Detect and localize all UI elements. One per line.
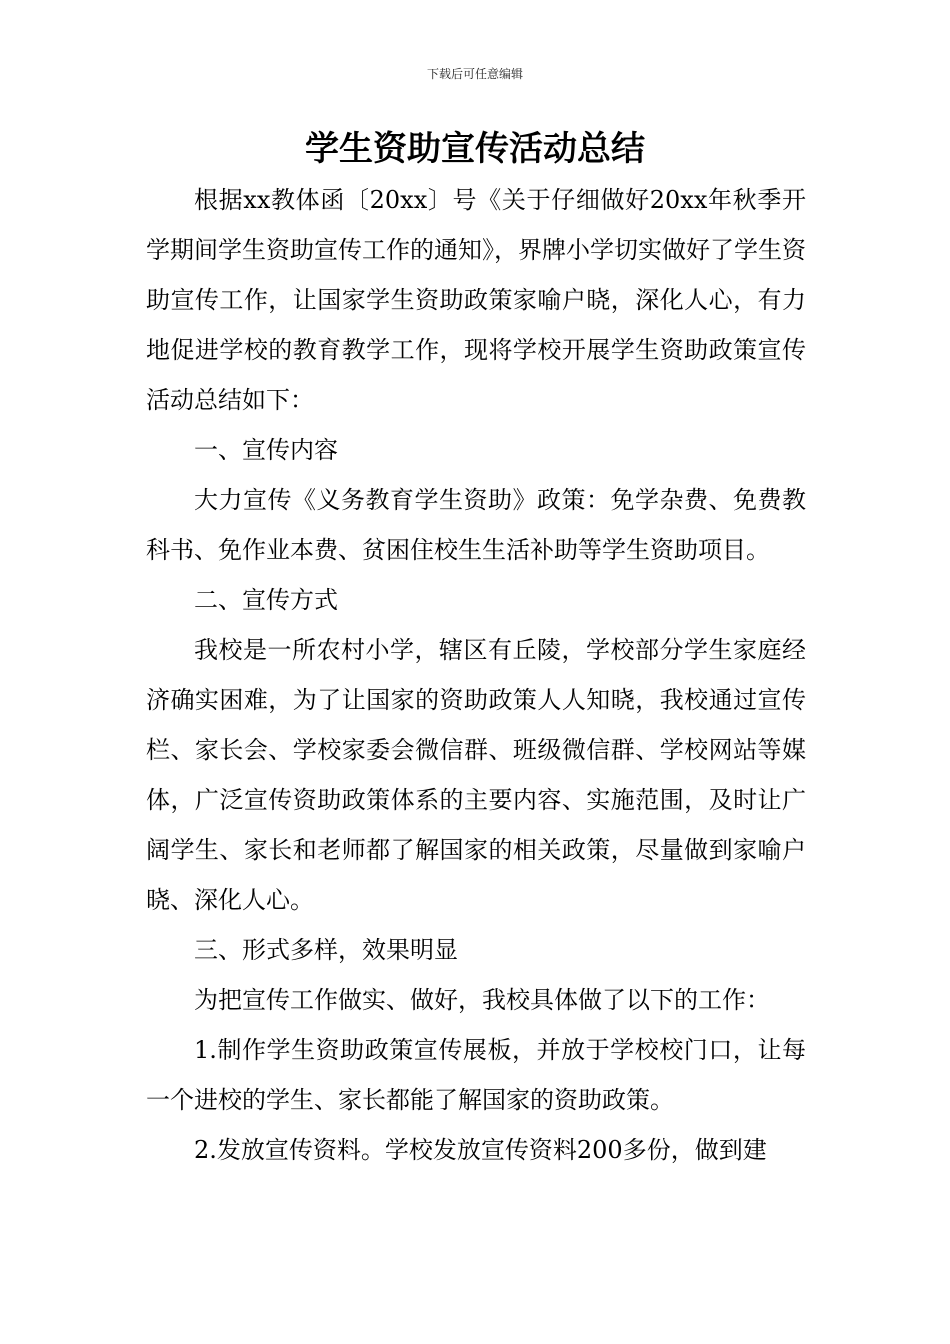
header-note: 下载后可任意编辑 xyxy=(426,67,523,81)
section-heading-methods: 二、宣传方式 xyxy=(194,586,338,614)
intro-paragraph: 根据xx教体函〔20xx〕号《关于仔细做好20xx年秋季开学期间学生资助宣传工作的通知》，界牌小学切实做好了学生资助宣传工作，让国家学生资助政策家喻户晓，深化人心，有力地促进学校的教育教学工作，现将学校开展学生资助政策宣传活动总结如下： xyxy=(146,186,806,414)
section-heading-content: 一、宣传内容 xyxy=(194,436,338,464)
results-intro-paragraph: 为把宣传工作做实、做好，我校具体做了以下的工作： xyxy=(194,986,770,1014)
content-paragraph: 大力宣传《义务教育学生资助》政策：免学杂费、免费教科书、免作业本费、贫困住校生生活补助等学生资助项目。 xyxy=(146,486,806,564)
list-item-2: 2.发放宣传资料。学校发放宣传资料200多份，做到建 xyxy=(194,1136,767,1164)
methods-paragraph: 我校是一所农村小学，辖区有丘陵，学校部分学生家庭经济确实困难，为了让国家的资助政策人人知晓，我校通过宣传栏、家长会、学校家委会微信群、班级微信群、学校网站等媒体，广泛宣传资助政策体系的主要内容、实施范围，及时让广阔学生、家长和老师都了解国家的相关政策，尽量做到家喻户晓、深化人心。 xyxy=(146,636,806,914)
list-item-1: 1.制作学生资助政策宣传展板，并放于学校校门口，让每一个进校的学生、家长都能了解国家的资助政策。 xyxy=(146,1036,806,1114)
document-body xyxy=(146,175,806,1175)
section-heading-results: 三、形式多样，效果明显 xyxy=(194,936,458,964)
document-title: 学生资助宣传活动总结 xyxy=(305,129,645,169)
